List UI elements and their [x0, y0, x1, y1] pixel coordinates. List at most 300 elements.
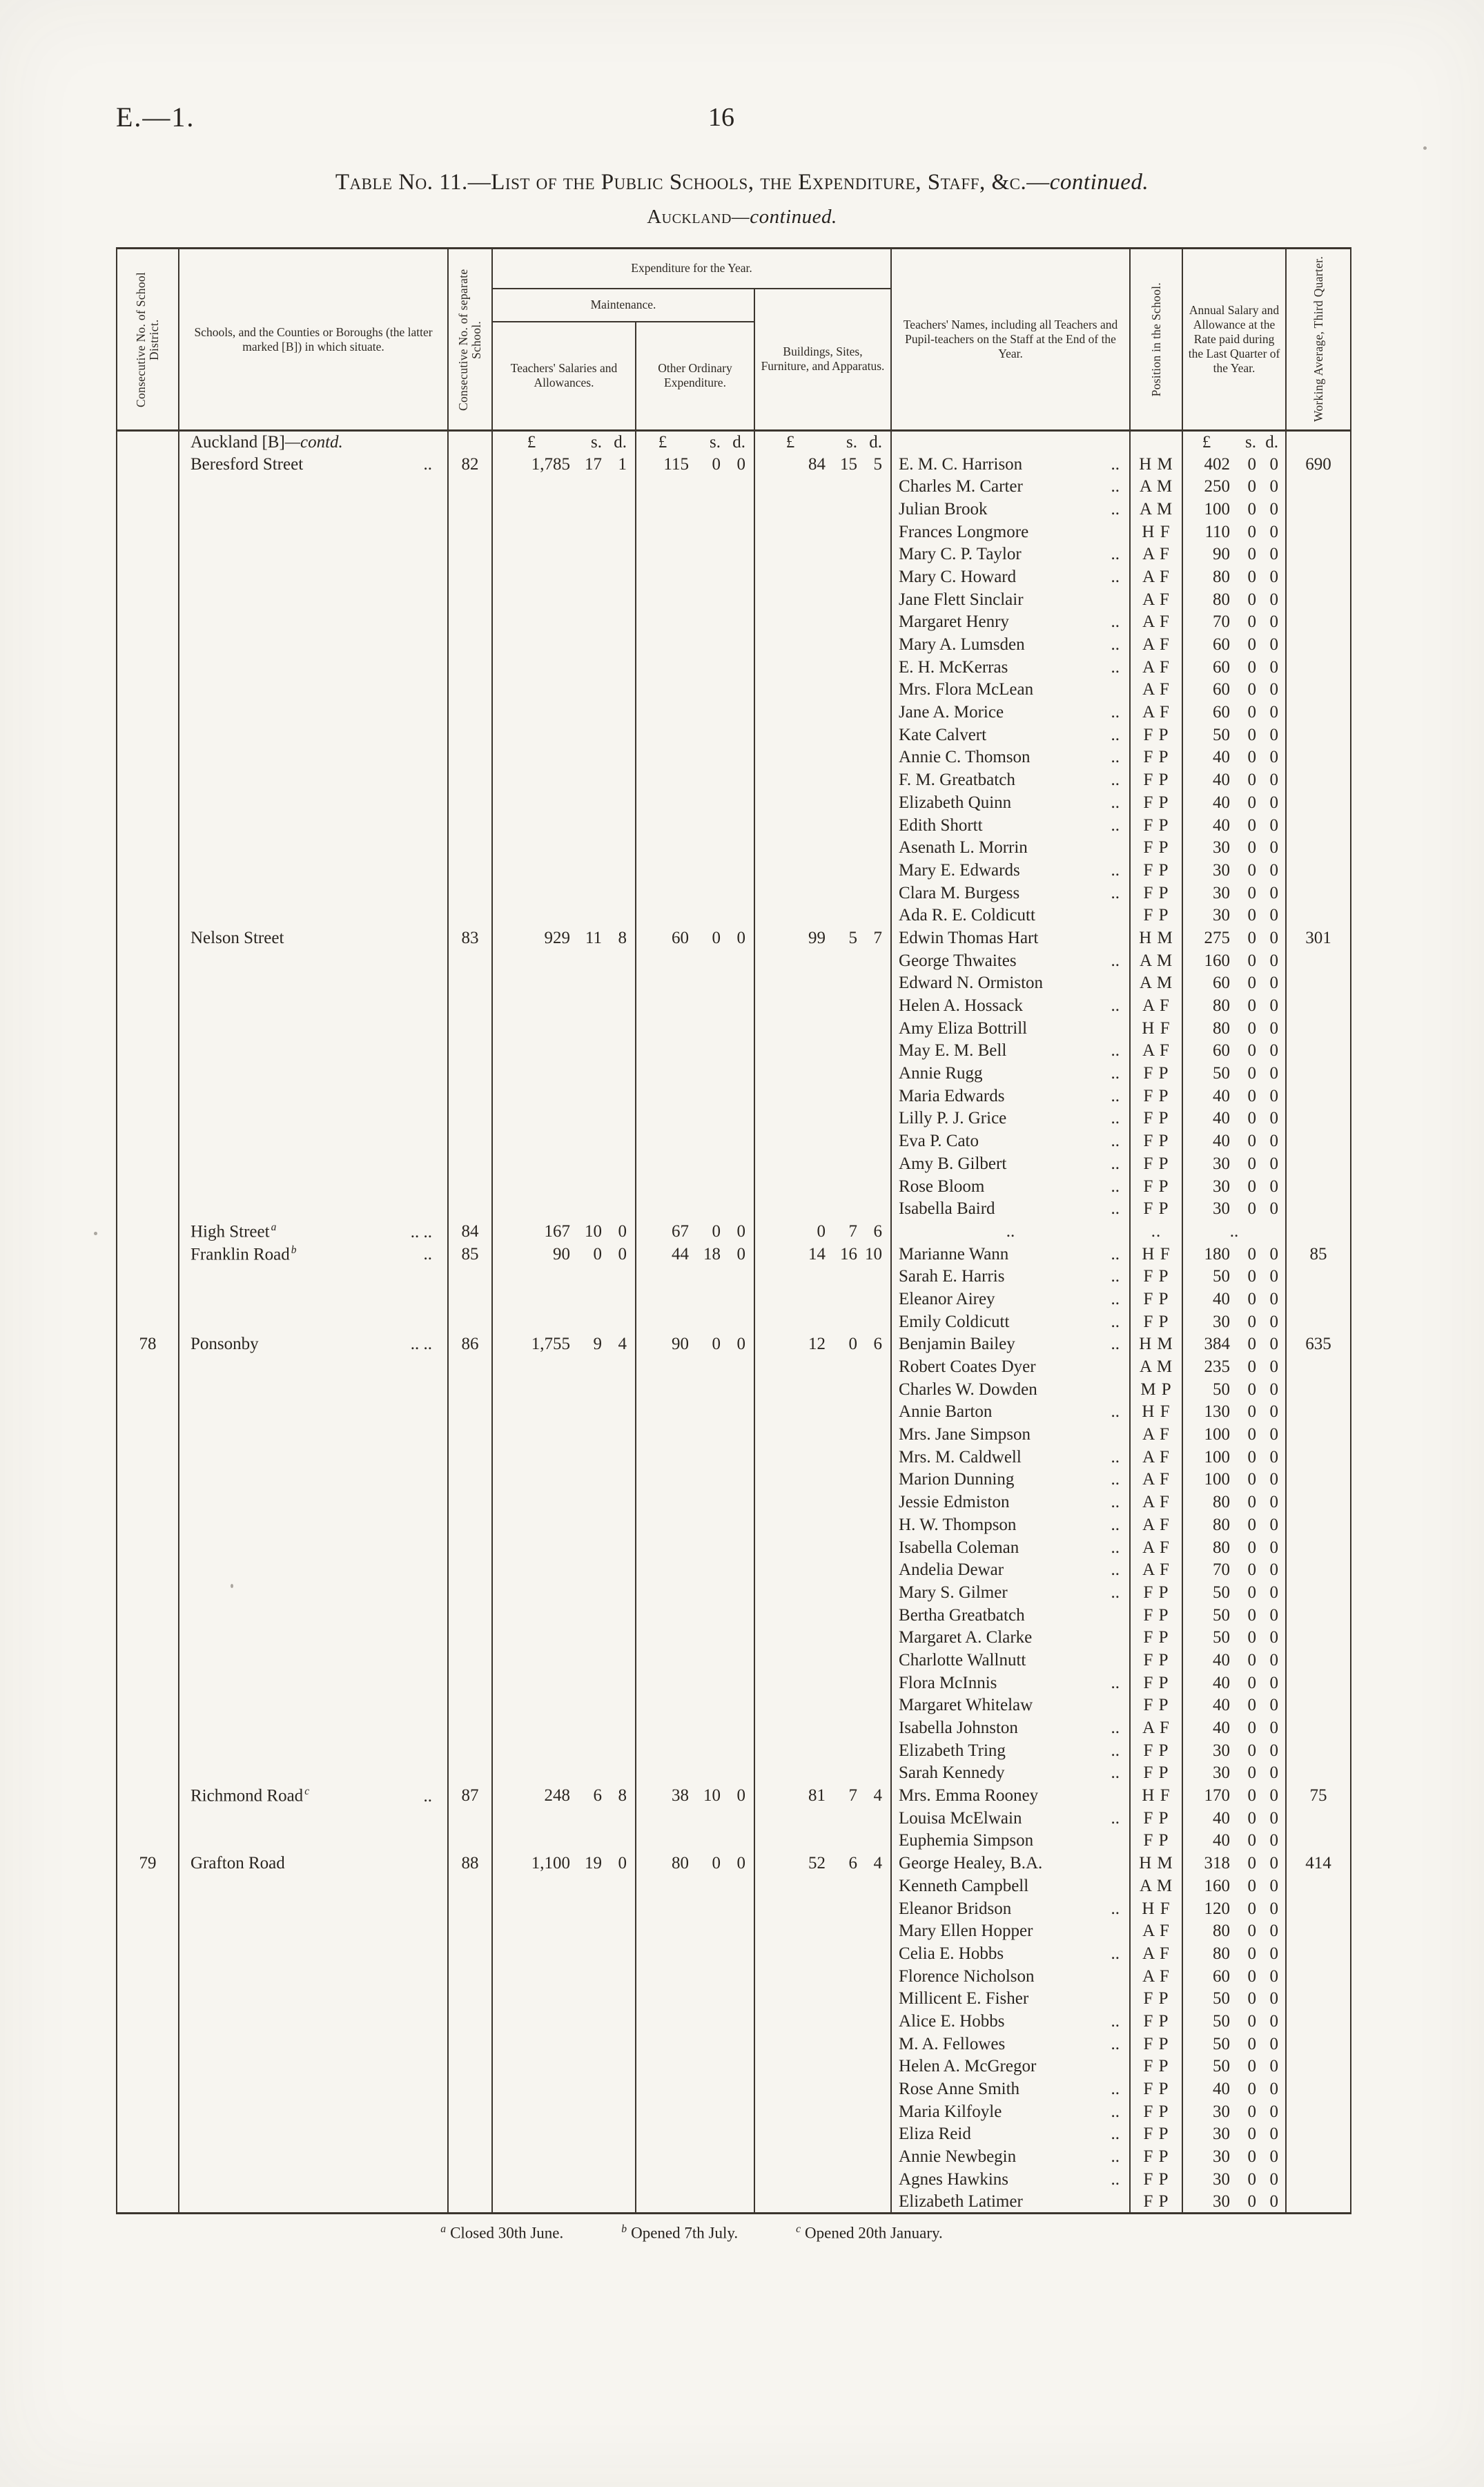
cell-school-no — [448, 904, 492, 927]
cell-district-no — [117, 2011, 179, 2033]
cell-other-expenditure — [636, 792, 754, 815]
money-value: 52 6 4 — [808, 1854, 883, 1873]
table-row — [117, 1875, 1351, 1898]
cell-teacher-name — [891, 972, 1130, 995]
money-value: 40 0 0 — [1213, 793, 1279, 812]
cell-position: F P — [1130, 2146, 1182, 2169]
cell-district-no — [117, 1017, 179, 1040]
cell-working-average — [1286, 1107, 1351, 1130]
cell-working-average — [1286, 1559, 1351, 1582]
dot-leader: .. — [1111, 454, 1120, 474]
money-value: 1,755 9 4 — [531, 1335, 627, 1354]
money-value: 70 0 0 — [1213, 1560, 1279, 1580]
money-value: 30 0 0 — [1213, 1741, 1279, 1760]
cell-district-no — [117, 679, 179, 701]
cell-school-no: 83 — [448, 927, 492, 950]
cell-buildings — [754, 1897, 891, 1920]
teacher-name: George Thwaites — [899, 951, 1017, 970]
cell-position: A F — [1130, 1965, 1182, 1988]
cell-position: F P — [1130, 2033, 1182, 2055]
dot-leader: .. — [1111, 545, 1120, 564]
cell-annual-salary — [1182, 1627, 1286, 1649]
cell-buildings — [754, 1739, 891, 1762]
table-row — [117, 1221, 1351, 1244]
cell-teachers-salaries — [492, 2011, 636, 2033]
cell-teacher-name — [891, 611, 1130, 634]
dot-leader: .. — [1111, 657, 1120, 677]
cell-annual-salary — [1182, 1920, 1286, 1943]
cell-teachers-salaries — [492, 453, 636, 476]
cell-working-average — [1286, 679, 1351, 701]
cell-school-no: 84 — [448, 1221, 492, 1244]
cell-teachers-salaries — [492, 2123, 636, 2146]
table-row — [117, 904, 1351, 927]
cell-teacher-name — [891, 1288, 1130, 1311]
cell-teachers-salaries — [492, 1288, 636, 1311]
table-row — [117, 746, 1351, 769]
cell-annual-salary — [1182, 1130, 1286, 1153]
dot-leader: .. — [1111, 1267, 1120, 1286]
cell-position: F P — [1130, 1762, 1182, 1785]
cell-district-no — [117, 1875, 179, 1898]
cell-working-average — [1286, 1807, 1351, 1830]
cell-teacher-name — [891, 1446, 1130, 1469]
money-value: 402 0 0 — [1204, 454, 1279, 474]
cell-teacher-name — [891, 1401, 1130, 1424]
dot-leader: .. — [1111, 2034, 1120, 2053]
table-row — [117, 949, 1351, 972]
cell-teacher-name — [891, 1649, 1130, 1672]
cell-position: M P — [1130, 1378, 1182, 1401]
cell-working-average — [1286, 769, 1351, 792]
teacher-name: Mary Ellen Hopper — [899, 1922, 1033, 1941]
cell-annual-salary — [1182, 2168, 1286, 2191]
teacher-name: Florence Nicholson — [899, 1966, 1035, 1986]
cell-school-name — [179, 995, 448, 1018]
cell-school-no — [448, 1175, 492, 1198]
teacher-name: Margaret Whitelaw — [899, 1696, 1033, 1715]
cell-position — [1130, 431, 1182, 454]
cell-other-expenditure — [636, 1536, 754, 1559]
money-value: 120 0 0 — [1204, 1899, 1279, 1918]
teacher-name: Ada R. E. Coldicutt — [899, 906, 1035, 925]
cell-annual-salary — [1182, 949, 1286, 972]
cell-other-expenditure — [636, 1469, 754, 1491]
cell-teacher-name — [891, 656, 1130, 679]
cell-buildings — [754, 1288, 891, 1311]
table-title-main: Table No. 11.—List of the Public Schools, the Expenditure, Staff, &c.— — [335, 170, 1050, 195]
cell-school-no — [448, 1424, 492, 1446]
cell-annual-salary — [1182, 1582, 1286, 1605]
cell-school-name — [179, 2168, 448, 2191]
cell-other-expenditure — [636, 769, 754, 792]
cell-teacher-name — [891, 1988, 1130, 2011]
cell-school-no — [448, 1604, 492, 1627]
cell-school-no — [448, 2191, 492, 2214]
cell-teacher-name — [891, 1243, 1130, 1266]
dot-leader: .. — [1111, 748, 1120, 767]
cell-position: H M — [1130, 1333, 1182, 1356]
money-value: 50 0 0 — [1213, 2034, 1279, 2053]
cell-other-expenditure — [636, 2033, 754, 2055]
cell-school-name — [179, 611, 448, 634]
cell-buildings — [754, 1559, 891, 1582]
cell-teacher-name — [891, 1559, 1130, 1582]
cell-district-no — [117, 1830, 179, 1852]
cell-buildings — [754, 1424, 891, 1446]
cell-working-average — [1286, 1130, 1351, 1153]
money-value: 80 0 0 — [672, 1854, 745, 1873]
cell-annual-salary — [1182, 1288, 1286, 1311]
empty-marker: .. — [1229, 1221, 1239, 1241]
cell-teachers-salaries — [492, 1672, 636, 1694]
cell-teachers-salaries — [492, 746, 636, 769]
money-value: 40 0 0 — [1213, 1831, 1279, 1850]
cell-buildings — [754, 814, 891, 837]
cell-working-average — [1286, 2100, 1351, 2123]
cell-school-name — [179, 566, 448, 589]
cell-working-average: 635 — [1286, 1333, 1351, 1356]
cell-teachers-salaries — [492, 1582, 636, 1605]
footnote-c-text: Opened 20th January. — [805, 2224, 943, 2242]
cell-school-name — [179, 1785, 448, 1808]
teacher-name: Eleanor Airey — [899, 1289, 995, 1308]
cell-other-expenditure — [636, 2055, 754, 2078]
cell-teacher-name — [891, 1221, 1130, 1244]
cell-annual-salary — [1182, 1198, 1286, 1221]
cell-other-expenditure — [636, 566, 754, 589]
cell-annual-salary — [1182, 2191, 1286, 2214]
table-row — [117, 476, 1351, 499]
cell-teachers-salaries — [492, 882, 636, 904]
cell-annual-salary — [1182, 1672, 1286, 1694]
cell-buildings — [754, 1198, 891, 1221]
table-row — [117, 2123, 1351, 2146]
cell-position: A M — [1130, 1875, 1182, 1898]
cell-working-average — [1286, 1875, 1351, 1898]
cell-working-average: 690 — [1286, 453, 1351, 476]
cell-position: F P — [1130, 1266, 1182, 1288]
cell-teacher-name — [891, 1469, 1130, 1491]
money-value: 40 0 0 — [1213, 1808, 1279, 1828]
cell-teachers-salaries — [492, 769, 636, 792]
cell-school-no — [448, 1446, 492, 1469]
money-value: 30 0 0 — [1213, 906, 1279, 925]
table-row — [117, 543, 1351, 566]
cell-school-no: 82 — [448, 453, 492, 476]
money-value: 60 0 0 — [1213, 657, 1279, 677]
cell-teacher-name — [891, 837, 1130, 860]
cell-school-no — [448, 2033, 492, 2055]
cell-other-expenditure — [636, 1582, 754, 1605]
money-value: 40 0 0 — [1213, 1719, 1279, 1738]
money-value: 60 0 0 — [1213, 1041, 1279, 1061]
cell-working-average — [1286, 1401, 1351, 1424]
cell-buildings — [754, 1017, 891, 1040]
cell-school-no — [448, 1875, 492, 1898]
cell-district-no — [117, 1514, 179, 1537]
cell-other-expenditure — [636, 1130, 754, 1153]
cell-annual-salary — [1182, 1988, 1286, 2011]
cell-school-name — [179, 1897, 448, 1920]
cell-district-no — [117, 1694, 179, 1717]
cell-school-name — [179, 1559, 448, 1582]
cell-school-name — [179, 1243, 448, 1266]
cell-district-no — [117, 1424, 179, 1446]
cell-school-no — [448, 656, 492, 679]
cell-position: F P — [1130, 746, 1182, 769]
teacher-name: Isabella Johnston — [899, 1719, 1018, 1738]
cell-buildings — [754, 1920, 891, 1943]
cell-teachers-salaries — [492, 1830, 636, 1852]
dot-leader: .. — [1111, 2147, 1120, 2167]
money-value: 60 0 0 — [1213, 974, 1279, 993]
cell-buildings — [754, 1582, 891, 1605]
cell-district-no — [117, 701, 179, 724]
cell-school-name — [179, 1875, 448, 1898]
cell-other-expenditure — [636, 1514, 754, 1537]
cell-teachers-salaries — [492, 1807, 636, 1830]
teacher-name: Edward N. Ormiston — [899, 974, 1044, 993]
cell-school-name — [179, 2055, 448, 2078]
cell-buildings — [754, 1965, 891, 1988]
cell-district-no — [117, 1356, 179, 1379]
cell-school-no — [448, 746, 492, 769]
cell-teacher-name — [891, 1153, 1130, 1176]
cell-district-no — [117, 476, 179, 499]
cell-teachers-salaries — [492, 1378, 636, 1401]
cell-school-no — [448, 1627, 492, 1649]
cell-teacher-name — [891, 1040, 1130, 1063]
cell-district-no — [117, 1378, 179, 1401]
cell-district-no — [117, 2100, 179, 2123]
cell-other-expenditure — [636, 1739, 754, 1762]
money-value: 12 0 6 — [808, 1335, 883, 1354]
table-row — [117, 2011, 1351, 2033]
cell-position: A F — [1130, 566, 1182, 589]
cell-teachers-salaries — [492, 814, 636, 837]
table-row — [117, 2055, 1351, 2078]
cell-buildings — [754, 1333, 891, 1356]
cell-buildings — [754, 1785, 891, 1808]
cell-buildings — [754, 995, 891, 1018]
cell-other-expenditure — [636, 860, 754, 882]
cell-annual-salary — [1182, 453, 1286, 476]
table-row — [117, 1694, 1351, 1717]
cell-position: F P — [1130, 1807, 1182, 1830]
money-value: 50 0 0 — [1213, 1605, 1279, 1625]
money-value: 40 0 0 — [1213, 1109, 1279, 1128]
cell-teachers-salaries — [492, 1717, 636, 1740]
cell-school-no — [448, 2011, 492, 2033]
cell-district-no — [117, 1401, 179, 1424]
money-value: 30 0 0 — [1213, 1763, 1279, 1783]
table-row — [117, 1017, 1351, 1040]
cell-working-average: 75 — [1286, 1785, 1351, 1808]
cell-annual-salary — [1182, 499, 1286, 521]
table-row — [117, 634, 1351, 657]
cell-annual-salary — [1182, 679, 1286, 701]
cell-school-name — [179, 814, 448, 837]
cell-school-name — [179, 1582, 448, 1605]
teacher-name: Charles W. Dowden — [899, 1380, 1037, 1399]
cell-school-no — [448, 860, 492, 882]
cell-position: F P — [1130, 1988, 1182, 2011]
cell-other-expenditure — [636, 1627, 754, 1649]
cell-district-no — [117, 1762, 179, 1785]
cell-position: A F — [1130, 1943, 1182, 1966]
cell-school-no: 85 — [448, 1243, 492, 1266]
cell-district-no — [117, 543, 179, 566]
cell-working-average — [1286, 1040, 1351, 1063]
cell-teacher-name — [891, 724, 1130, 746]
cell-school-no — [448, 431, 492, 454]
dot-leader: .. — [1111, 1199, 1120, 1219]
money-value: 80 0 0 — [1213, 1538, 1279, 1557]
cell-school-name — [179, 1198, 448, 1221]
cell-other-expenditure — [636, 701, 754, 724]
table-row — [117, 1920, 1351, 1943]
money-value: £ s. d. — [527, 432, 627, 452]
cell-buildings — [754, 1536, 891, 1559]
cell-position: A F — [1130, 1469, 1182, 1491]
teacher-name: Kenneth Campbell — [899, 1876, 1029, 1895]
cell-teachers-salaries — [492, 701, 636, 724]
cell-teachers-salaries — [492, 1965, 636, 1988]
cell-annual-salary — [1182, 1040, 1286, 1063]
table-body — [117, 431, 1351, 2214]
cell-buildings — [754, 1175, 891, 1198]
cell-annual-salary — [1182, 1424, 1286, 1446]
cell-teacher-name — [891, 1762, 1130, 1785]
money-value: 40 0 0 — [1213, 1289, 1279, 1308]
cell-working-average — [1286, 1536, 1351, 1559]
cell-school-no — [448, 972, 492, 995]
cell-school-no: 88 — [448, 1852, 492, 1875]
cell-annual-salary — [1182, 2078, 1286, 2101]
header-teachers-names: Teachers' Names, including all Teachers and Pupil-teachers on the Staff at the End of the Year. — [891, 249, 1130, 431]
header-row-1 — [117, 249, 1351, 289]
cell-buildings — [754, 634, 891, 657]
money-value: 50 0 0 — [1213, 1380, 1279, 1399]
cell-annual-salary — [1182, 1491, 1286, 1514]
table-header — [117, 249, 1351, 431]
footnote-a-text: Closed 30th June. — [450, 2224, 564, 2242]
table-row — [117, 1107, 1351, 1130]
dot-leader: .. — [1111, 1154, 1120, 1173]
money-value: 115 0 0 — [663, 454, 745, 474]
cell-teachers-salaries — [492, 2146, 636, 2169]
cell-working-average — [1286, 1604, 1351, 1627]
cell-working-average: 414 — [1286, 1852, 1351, 1875]
cell-teacher-name — [891, 1672, 1130, 1694]
cell-teacher-name — [891, 701, 1130, 724]
teacher-name: Eleanor Bridson — [899, 1899, 1012, 1918]
dot-leader: .. — [423, 1786, 432, 1806]
cell-teacher-name — [891, 1920, 1130, 1943]
cell-other-expenditure — [636, 1401, 754, 1424]
cell-working-average — [1286, 949, 1351, 972]
cell-teachers-salaries — [492, 1356, 636, 1379]
cell-teachers-salaries — [492, 1401, 636, 1424]
table-row — [117, 792, 1351, 815]
teacher-name: Mary S. Gilmer — [899, 1583, 1008, 1602]
cell-district-no — [117, 2191, 179, 2214]
dot-leader: .. — [1111, 635, 1120, 655]
table-row — [117, 1830, 1351, 1852]
money-value: 60 0 0 — [1213, 635, 1279, 655]
money-value: 50 0 0 — [1213, 1583, 1279, 1602]
scan-speck — [1423, 146, 1427, 150]
cell-position: A F — [1130, 588, 1182, 611]
cell-district-no — [117, 2146, 179, 2169]
cell-school-no — [448, 769, 492, 792]
cell-teachers-salaries — [492, 1221, 636, 1244]
cell-district-no: 78 — [117, 1333, 179, 1356]
cell-working-average — [1286, 1762, 1351, 1785]
money-value: 84 15 5 — [808, 454, 883, 474]
table-row — [117, 814, 1351, 837]
dot-leader: .. — [1111, 2102, 1120, 2121]
cell-school-name — [179, 679, 448, 701]
cell-buildings — [754, 1130, 891, 1153]
cell-buildings — [754, 1514, 891, 1537]
teacher-name: Millicent E. Fisher — [899, 1989, 1029, 2009]
teacher-name: Mrs. Flora McLean — [899, 680, 1034, 699]
cell-school-no — [448, 1830, 492, 1852]
cell-school-no — [448, 1356, 492, 1379]
dot-leader: .. — [1111, 1064, 1120, 1083]
cell-other-expenditure — [636, 1153, 754, 1176]
cell-buildings — [754, 1762, 891, 1785]
teacher-name: Agnes Hawkins — [899, 2169, 1009, 2189]
cell-teacher-name — [891, 1356, 1130, 1379]
cell-teacher-name — [891, 1130, 1130, 1153]
cell-buildings — [754, 2168, 891, 2191]
cell-school-name — [179, 1040, 448, 1063]
dot-leader: .. — [1111, 1560, 1120, 1580]
cell-other-expenditure — [636, 588, 754, 611]
cell-position: F P — [1130, 2100, 1182, 2123]
cell-other-expenditure — [636, 1604, 754, 1627]
cell-position: F P — [1130, 1604, 1182, 1627]
school-name: Beresford Street — [191, 454, 304, 474]
cell-school-name — [179, 949, 448, 972]
cell-working-average: 301 — [1286, 927, 1351, 950]
money-value: 235 0 0 — [1204, 1357, 1279, 1377]
cell-working-average — [1286, 1965, 1351, 1988]
cell-school-name — [179, 1807, 448, 1830]
cell-working-average — [1286, 1424, 1351, 1446]
money-value: 60 0 0 — [1213, 703, 1279, 722]
table-row — [117, 1333, 1351, 1356]
cell-buildings — [754, 566, 891, 589]
dot-leader: .. — [1111, 1109, 1120, 1128]
cell-buildings — [754, 1807, 891, 1830]
money-value: 30 0 0 — [1213, 2125, 1279, 2144]
cell-school-no — [448, 837, 492, 860]
cell-district-no — [117, 904, 179, 927]
cell-position: H F — [1130, 1785, 1182, 1808]
cell-teacher-name — [891, 1107, 1130, 1130]
cell-position: A F — [1130, 1446, 1182, 1469]
cell-position: F P — [1130, 837, 1182, 860]
table-row — [117, 2033, 1351, 2055]
teacher-name: Maria Edwards — [899, 1086, 1005, 1105]
teacher-name: Mary E. Edwards — [899, 860, 1020, 880]
money-value: 40 0 0 — [1213, 815, 1279, 835]
cell-teacher-name — [891, 2146, 1130, 2169]
